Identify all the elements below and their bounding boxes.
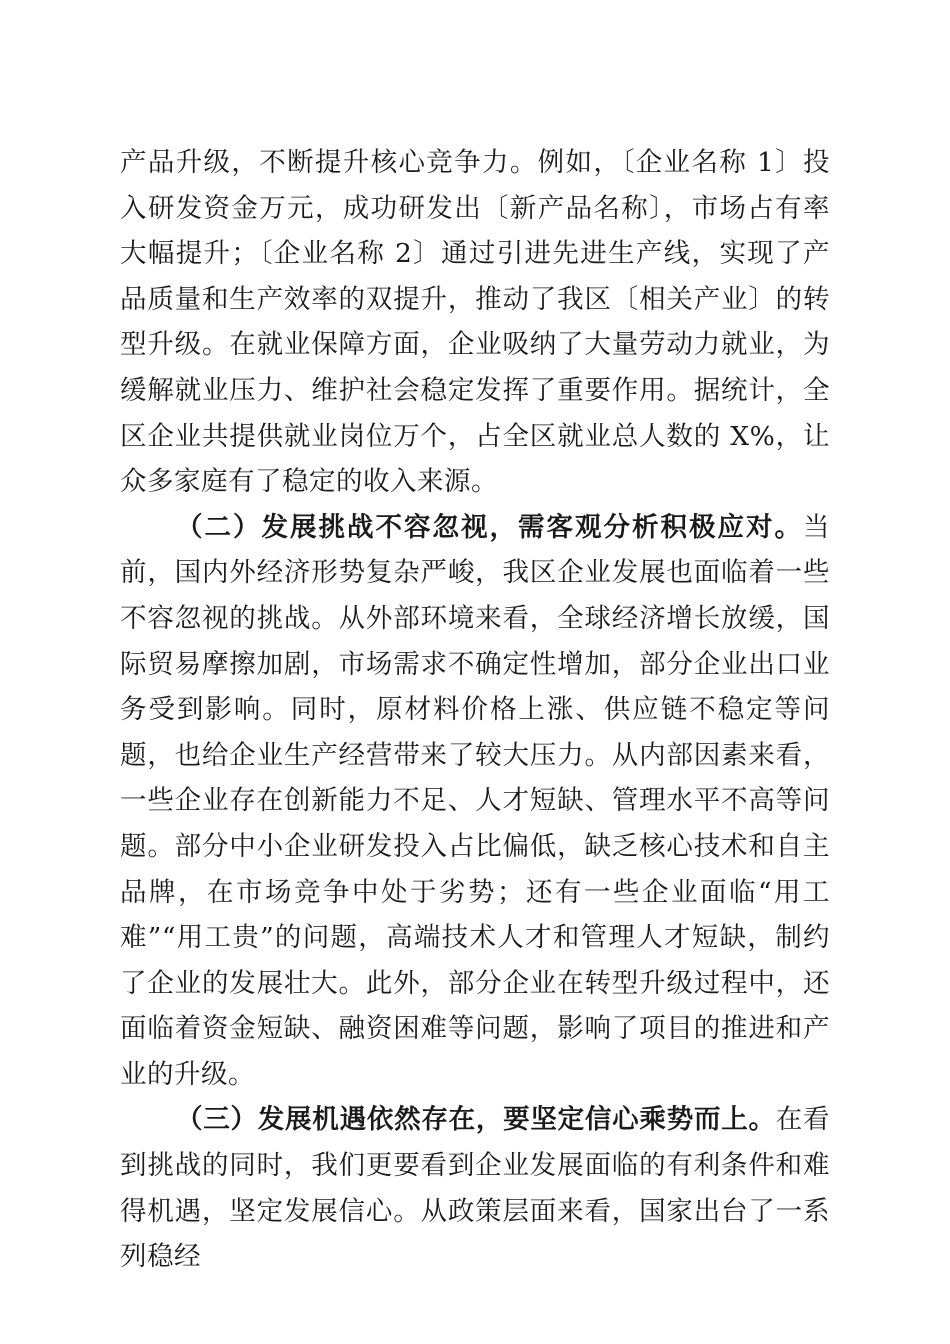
paragraph-2: [120, 505, 830, 1098]
paragraph-3: [120, 1097, 830, 1279]
paragraph-2-text: 当前，国内外经济形势复杂严峻，我区企业发展也面临着一些不容忽视的挑战。从外部环境来看，全球经济增长放缓，国际贸易摩擦加剧，市场需求不确定性增加，部分企业出口业务受到影响。同时，原材料价格上涨、供应链不稳定等问题，也给企业生产经营带来了较大压力。从内部因素来看，一些企业存在创新能力不足、人才短缺、管理水平不高等问题。部分中小企业研发投入占比偏低，缺乏核心技术和自主品牌，在市场竞争中处于劣势；还有一些企业面临“用工难”“用工贵”的问题，高端技术人才和管理人才短缺，制约了企业的发展壮大。此外，部分企业在转型升级过程中，还面临着资金短缺、融资困难等问题，影响了项目的推进和产业的升级。: [120, 511, 830, 1090]
paragraph-1-text: 产品升级，不断提升核心竞争力。例如，〔企业名称 1〕投入研发资金万元，成功研发出〔新产品名称〕，市场占有率大幅提升；〔企业名称 2〕通过引进先进生产线，实现了产品质量和生产效率的双提升，推动了我区〔相关产业〕的转型升级。在就业保障方面，企业吸纳了大量劳动力就业，为缓解就业压力、维护社会稳定发挥了重要作用。据统计，全区企业共提供就业岗位万个，占全区就业总人数的 X%，让众多家庭有了稳定的收入来源。: [120, 147, 830, 498]
section-3-heading: （三）发展机遇依然存在，要坚定信心乘势而上。: [176, 1104, 776, 1136]
document-body: [120, 140, 830, 1280]
section-2-heading: （二）发展挑战不容忽视，需客观分析积极应对。: [176, 511, 803, 543]
paragraph-3-text: 在看到挑战的同时，我们更要看到企业发展面临的有利条件和难得机遇，坚定发展信心。从政策层面来看，国家出台了一系列稳经: [120, 1104, 831, 1273]
paragraph-1: [120, 140, 830, 505]
